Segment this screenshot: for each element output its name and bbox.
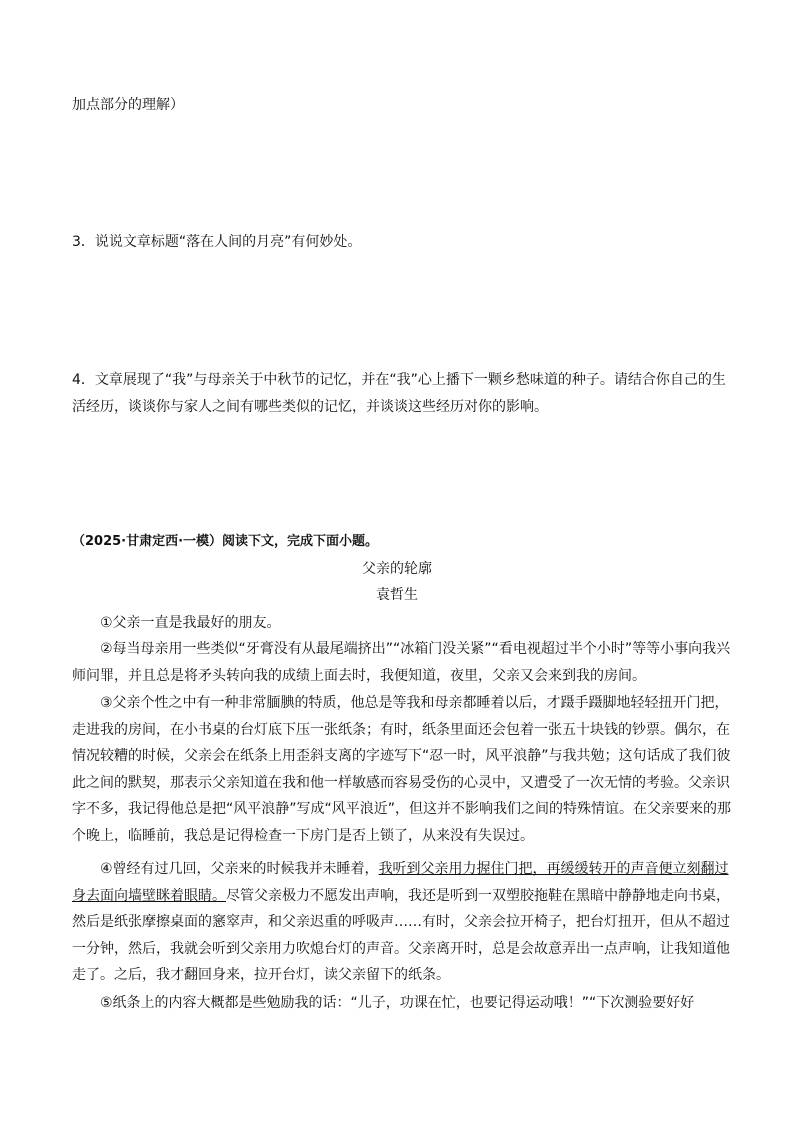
paragraph-2: ②每当母亲用一些类似“牙膏没有从最尾端挤出”“冰箱门没关紧”“看电视超过半个小时”等等小事向我兴师问罪，并且总是将矛头转向我的成绩上面去时，我便知道，夜里，父亲又会来到我的房间。 [72, 641, 731, 684]
article-author: 袁哲生 [376, 587, 418, 603]
underlined-sentence: 我听到父亲用力握住门把，再缓缓转开的声音便立刻翻过身去面向墙壁眯着眼睛。 [72, 861, 729, 904]
question-4: 4．文章展现了“我”与母亲关于中秋节的记忆，并在“我”心上播下一颗乡愁味道的种子。请结合你自己的生活经历，谈谈你与家人之间有哪些类似的记忆，并谈谈这些经历对你的影响。 [72, 372, 726, 415]
article-title: 父亲的轮廓 [362, 561, 432, 577]
paragraph-4-rest: 尽管父亲极力不愿发出声响，我还是听到一双塑胶拖鞋在黑暗中静静地走向书桌，然后是纸张摩擦桌面的窸窣声，和父亲迟重的呼吸声……有时，父亲会拉开椅子，把台灯扭开，但从不超过一分钟，然后，我就会听到父亲用力吹熄台灯的声音。父亲离开时，总是会故意弄出一点声响，让我知道他走了。之后，我才翻回身来，拉开台灯，读父亲留下的纸条。 [72, 887, 730, 983]
paragraph-1: ①父亲一直是我最好的朋友。 [100, 615, 281, 631]
intro-tail: 加点部分的理解） [72, 97, 184, 113]
section-header: （2025·甘肃定西·一模）阅读下文，完成下面小题。 [72, 534, 379, 549]
paragraph-4 [72, 856, 732, 989]
question-3: 3．说说文章标题“落在人间的月亮”有何妙处。 [72, 234, 362, 250]
paragraph-3: ③父亲个性之中有一种非常腼腆的特质，他总是等我和母亲都睡着以后，才蹑手蹑脚地轻轻扭开门把，走进我的房间，在小书桌的台灯底下压一张纸条；有时，纸条里面还会包着一张五十块钱的钞票。偶尔，在情况较糟的时候，父亲会在纸条上用歪斜支离的字迹写下“忍一时，风平浪静”与我共勉；这句话成了我们彼此之间的默契，那表示父亲知道在我和他一样敏感而容易受伤的心灵中，又遭受了一次无情的考验。父亲识字不多，我记得他总是把“风平浪静”写成“风平浪近”，但这并不影响我们之间的特殊情谊。在父亲要来的那个晚上，临睡前，我总是记得检查一下房门是否上锁了，从来没有失误过。 [72, 695, 732, 844]
paragraph-5: ⑤纸条上的内容大概都是些勉励我的话：“儿子，功课在忙，也要记得运动哦！”“下次测验要好好 [100, 995, 695, 1011]
paragraph-4-start: ④曾经有过几回，父亲来的时候我并未睡着， [100, 861, 379, 877]
